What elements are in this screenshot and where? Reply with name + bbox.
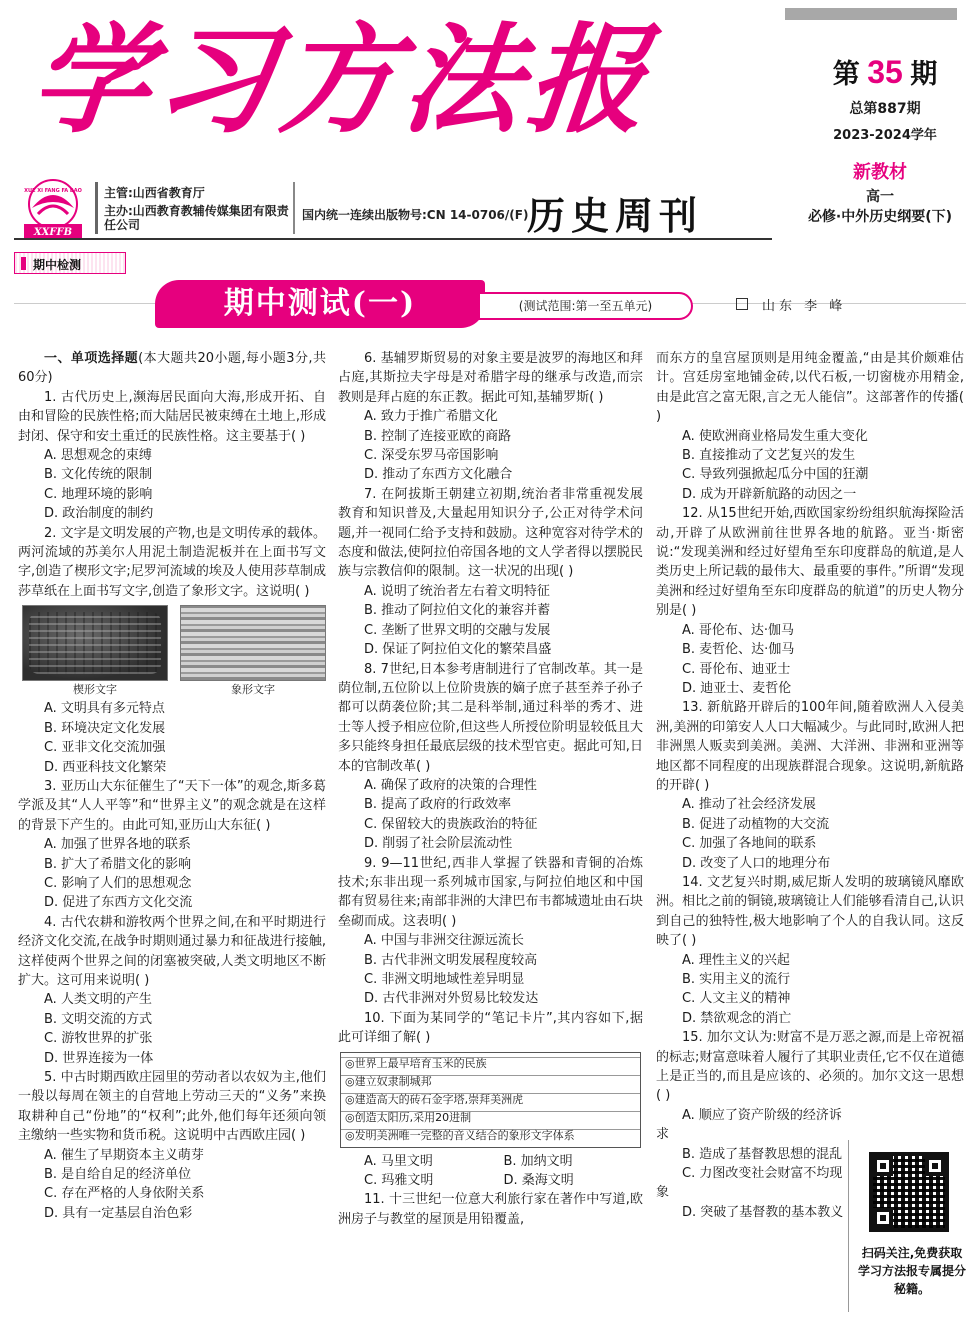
q13-option-d[interactable]: D. 改变了人口的地理分布 [682, 855, 831, 871]
total-issue: 总第887期 [849, 101, 921, 117]
qr-code-icon[interactable] [869, 1152, 949, 1232]
q12-option-b[interactable]: B. 麦哲伦、达·伽马 [682, 642, 795, 658]
q11-option-c[interactable]: C. 导致列强掀起瓜分中国的狂潮 [682, 467, 869, 483]
weekly-title: 历史周刊 [527, 193, 704, 238]
q2-option-d[interactable]: D. 西亚科技文化繁荣 [44, 759, 167, 775]
q8-option-c[interactable]: C. 保留较大的贵族政治的特征 [364, 816, 538, 832]
q1-option-b[interactable]: B. 文化传统的限制 [44, 467, 153, 483]
q5-option-a[interactable]: A. 催生了早期资本主义萌芽 [44, 1147, 204, 1163]
q4-option-a[interactable]: A. 人类文明的产生 [44, 992, 152, 1008]
note-card-item: ◎世界上最早培育玉米的民族 [345, 1056, 487, 1070]
question-3: 3. 亚历山大东征催生了“天下一体”的观念,斯多葛学派及其“人人平等”和“世界主义”的观念就是在这样的背景下产生的。由此可知,亚历山大东征( ) [18, 778, 326, 833]
column-1 [18, 349, 326, 1223]
hieroglyph-figure [180, 605, 326, 697]
logo-mark-text: XXFFB [33, 227, 73, 238]
q12-option-d[interactable]: D. 迪亚士、麦哲伦 [682, 680, 792, 696]
q3-option-b[interactable]: B. 扩大了希腊文化的影响 [44, 856, 192, 872]
cuneiform-tablet-image [22, 605, 168, 681]
q14-option-d[interactable]: D. 禁欲观念的消亡 [682, 1010, 792, 1026]
q2-option-b[interactable]: B. 环境决定文化发展 [44, 720, 166, 736]
test-title: 期中测试(一) [155, 280, 485, 328]
q1-option-c[interactable]: C. 地理环境的影响 [44, 486, 153, 502]
q9-option-c[interactable]: C. 非洲文明地域性差异明显 [364, 972, 525, 987]
q12-option-c[interactable]: C. 哥伦布、迪亚士 [682, 661, 791, 677]
q2-option-a[interactable]: A. 文明具有多元特点 [44, 701, 165, 717]
question-9: 9. 9—11世纪,西非人掌握了铁器和青铜的冶炼技术;东非出现一系列城市国家,与阿拉伯地区和中国都有贸易往来;南部非洲的大津巴布韦都城遗址由石块垒砌而成。这表明( ) [338, 855, 643, 929]
q8-option-b[interactable]: B. 提高了政府的行政效率 [364, 797, 512, 813]
question-4: 4. 古代农耕和游牧两个世界之间,在和平时期进行经济文化交流,在战争时期则通过暴力和征战进行接触,这样使两个世界之间的闭塞被突破,人类文明地区不断扩大。这可用来说明( ) [18, 914, 326, 988]
test-scope: (测试范围:第一至五单元) [478, 292, 693, 320]
question-13: 13. 新航路开辟后的100年间,随着欧洲人入侵美洲,美洲的印第安人人口大幅减少。与此同时,欧洲人把非洲黑人贩卖到美洲。美洲、大洋洲、非洲和亚洲等地区都不同程度的出现族群混合现象。这说明,新航路的开辟( ) [656, 700, 964, 793]
q15-option-b[interactable]: B. 造成了基督教思想的混乱 [682, 1146, 843, 1162]
q6-option-c[interactable]: C. 深受东罗马帝国影响 [364, 448, 499, 464]
grade-label: 高一 [866, 189, 894, 205]
author: 山东 李 峰 [762, 299, 847, 314]
question-7: 7. 在阿拔斯王朝建立初期,统治者非常重视发展教育和知识普及,大量起用知识分子,公正对待学术问题,并一视同仁给予支持和鼓励。这种宽容对待学术的态度和做法,使阿拉伯帝国各地的文人学者得以摆脱民族与宗教信仰的限制。这一状况的出现( ) [338, 486, 643, 580]
note-card-item: ◎创造太阳历,采用20进制 [345, 1110, 472, 1124]
question-1: 1. 古代历史上,濒海居民面向大海,形成开拓、自由和冒险的民族性格;而大陆居民被束缚在土地上,形成封闭、保守和安土重迁的民族性格。这主要基于( ) [18, 389, 326, 444]
top-gray-bar [785, 8, 957, 20]
qr-finder [873, 1156, 893, 1176]
q2-figures [22, 605, 326, 697]
q7-option-c[interactable]: C. 垄断了世界文明的交融与发展 [364, 622, 551, 638]
masthead-rule [14, 238, 772, 240]
qr-block [848, 1140, 966, 1312]
q8-option-a[interactable]: A. 确保了政府的决策的合理性 [364, 777, 537, 793]
q5-option-b[interactable]: B. 是自给自足的经济单位 [44, 1167, 192, 1183]
q11-option-d[interactable]: D. 成为开辟新航路的动因之一 [682, 486, 857, 502]
q9-option-d[interactable]: D. 古代非洲对外贸易比较发达 [364, 991, 539, 1007]
newspaper-title: 学习方法报 [24, 10, 660, 149]
column-2 [338, 349, 643, 1229]
section-tag-label: 期中检测 [33, 258, 82, 272]
qr-finder [873, 1208, 893, 1228]
school-year: 2023-2024学年 [833, 128, 937, 143]
q4-option-d[interactable]: D. 世界连接为一体 [44, 1050, 154, 1066]
q15-option-d[interactable]: D. 突破了基督教的基本教义 [682, 1204, 844, 1220]
note-card [340, 1052, 641, 1148]
q7-option-a[interactable]: A. 说明了统治者左右着文明特征 [364, 583, 550, 599]
qr-finder [925, 1156, 945, 1176]
note-card-item: ◎建造高大的砖石金字塔,崇拜美洲虎 [345, 1092, 524, 1106]
q13-option-b[interactable]: B. 促进了动植物的大交流 [682, 816, 830, 832]
q2-option-c[interactable]: C. 亚非文化交流加强 [44, 740, 166, 756]
q8-option-d[interactable]: D. 削弱了社会阶层流动性 [364, 836, 513, 852]
q7-option-b[interactable]: B. 推动了阿拉伯文化的兼容并蓄 [364, 603, 551, 619]
q9-option-a[interactable]: A. 中国与非洲交往源远流长 [364, 933, 524, 949]
q13-option-c[interactable]: C. 加强了各地间的联系 [682, 836, 817, 852]
question-11: 11. 十三世纪一位意大利旅行家在著作中写道,欧洲房子与教堂的屋顶是用铅覆盖, [338, 1192, 643, 1227]
q3-option-d[interactable]: D. 促进了东西方文化交流 [44, 895, 193, 911]
question-2: 2. 文字是文明发展的产物,也是文明传承的载体。两河流域的苏美尔人用泥土制造泥板并在上面书写文字,创造了楔形文字;尼罗河流域的埃及人使用莎草制成莎草纸在上面书写文字,创造了象形文字。这说明( ) [18, 525, 326, 599]
publisher-line: 主办:山西教育教辅传媒集团有限责任公司 [104, 204, 289, 232]
q10-option-c[interactable]: C. 玛雅文明 [364, 1173, 434, 1189]
q1-option-d[interactable]: D. 政治制度的制约 [44, 506, 154, 522]
q11-option-a[interactable]: A. 使欧洲商业格局发生重大变化 [682, 428, 868, 444]
question-6: 6. 基辅罗斯贸易的对象主要是波罗的海地区和拜占庭,其斯拉夫字母是对希腊字母的继承与改造,而宗教则是拜占庭的东正教。据此可知,基辅罗斯( ) [338, 351, 643, 405]
author-square-icon [736, 298, 748, 310]
column-3 [656, 349, 964, 1222]
q9-option-b[interactable]: B. 古代非洲文明发展程度较高 [364, 952, 538, 968]
logo-divider [95, 182, 98, 234]
hieroglyph-image [180, 605, 326, 681]
q10-option-b[interactable]: B. 加纳文明 [503, 1153, 573, 1169]
q14-option-c[interactable]: C. 人文主义的精神 [682, 991, 791, 1007]
section-heading: 一、单项选择题(本大题共20小题,每小题3分,共60分) [18, 351, 326, 386]
cn-divider [293, 182, 295, 234]
newspaper-logo [18, 178, 88, 240]
q12-option-a[interactable]: A. 哥伦布、达·伽马 [682, 622, 795, 638]
question-5: 5. 中古时期西欧庄园里的劳动者以农奴为主,他们一般以每周在领主的自营地上劳动三天的“义务”来换取耕种自己“份地”的“权利”;此外,他们每年还须向领主缴纳一些实物和货币税。这说明中古西欧庄园( ) [18, 1070, 326, 1144]
cn-serial-number: 国内统一连续出版物号:CN 14-0706/(F) [302, 208, 529, 222]
q14-option-b[interactable]: B. 实用主义的流行 [682, 972, 791, 987]
q10-option-a[interactable]: A. 马里文明 [364, 1153, 433, 1169]
q13-option-a[interactable]: A. 推动了社会经济发展 [682, 797, 816, 813]
q3-option-a[interactable]: A. 加强了世界各地的联系 [44, 837, 191, 853]
edition-label: 新教材 [853, 162, 907, 183]
course-label: 必修·中外历史纲要(下) [807, 209, 953, 225]
q15-option-a[interactable]: A. 顺应了资产阶级的经济诉求 [656, 1107, 842, 1143]
q4-option-b[interactable]: B. 文明交流的方式 [44, 1011, 153, 1027]
hieroglyph-caption: 象形文字 [231, 683, 275, 697]
logo-ring-text: XUE XI FANG FA BAO [24, 188, 82, 194]
section-tag [14, 252, 126, 274]
q15-option-c[interactable]: C. 力图改变社会财富不均现象 [656, 1166, 843, 1201]
supervisor-line: 主管:山西省教育厅 [104, 186, 205, 200]
cuneiform-caption: 楔形文字 [73, 683, 117, 697]
logo-emblem-icon [18, 178, 88, 240]
q4-option-c[interactable]: C. 游牧世界的扩张 [44, 1031, 153, 1047]
note-card-item: ◎发明美洲唯一完整的音义结合的象形文字体系 [345, 1128, 575, 1142]
q1-option-a[interactable]: A. 思想观念的束缚 [44, 448, 152, 464]
q11-option-b[interactable]: B. 直接推动了文艺复兴的发生 [682, 448, 856, 464]
q6-option-b[interactable]: B. 控制了连接亚欧的商路 [364, 428, 512, 444]
masthead [0, 0, 980, 250]
question-10: 10. 下面为某同学的“笔记卡片”,其内容如下,据此可详细了解( ) [338, 1010, 643, 1046]
q5-option-c[interactable]: C. 存在严格的人身依附关系 [44, 1186, 205, 1202]
question-15: 15. 加尔文认为:财富不是万恶之源,而是上帝祝福的标志;财富意味着人履行了其职业责任,它不仅在道德上是正当的,而且是应该的、必须的。加尔文这一思想( ) [656, 1030, 964, 1104]
q6-option-d[interactable]: D. 推动了东西方文化融合 [364, 467, 513, 483]
question-14: 14. 文艺复兴时期,威尼斯人发明的玻璃镜风靡欧洲。相比之前的铜镜,玻璃镜让人们能够看清自己,认识到自己的独特性,极大地影响了个人的自我认同。这反映了( ) [656, 874, 964, 949]
q10-option-d[interactable]: D. 桑海文明 [503, 1173, 574, 1189]
note-card-item: ◎建立奴隶制城邦 [345, 1074, 432, 1088]
issue-number: 第 35 期 [832, 54, 938, 90]
question-11-continued: 而东方的皇宫屋顶则是用纯金覆盖,“由是其价颇难估计。宫廷房室地铺金砖,以代石板,一切窗栊亦用精金,由是此宫之富无限,言之无人能信”。这部著作的传播( ) [656, 351, 964, 425]
qr-caption: 扫码关注,免费获取学习方法报专属提分秘籍。 [857, 1246, 966, 1296]
cuneiform-figure [22, 605, 168, 697]
q5-option-d[interactable]: D. 具有一定基层自治色彩 [44, 1205, 193, 1221]
q3-option-c[interactable]: C. 影响了人们的思想观念 [44, 875, 192, 891]
q14-option-a[interactable]: A. 理性主义的兴起 [682, 952, 790, 968]
question-8: 8. 7世纪,日本参考唐制进行了官制改革。其一是荫位制,五位阶以上位阶贵族的嫡子庶子甚至养子孙子都可以荫袭位阶;其二是科举制,通过科举的秀才、进士等人授予相应位阶,但这些人所授位阶明显较低且大多只能终身担任最底层级的技术型官吏。据此可知,日本的官制改革( ) [338, 661, 643, 774]
question-12: 12. 从15世纪开始,西欧国家纷纷组织航海探险活动,开辟了从欧洲前往世界各地的航路。亚当·斯密说:“发现美洲和经过好望角至东印度群岛的航道,是人类历史上所记载的最伟大、最重要的事件。”所谓“发现美洲和经过好望角至东印度群岛的航道”的历史人物分别是( ) [656, 506, 964, 619]
q6-option-a[interactable]: A. 致力于推广希腊文化 [364, 409, 498, 425]
q10-options [338, 1152, 643, 1191]
q7-option-d[interactable]: D. 保证了阿拉伯文化的繁荣昌盛 [364, 642, 552, 658]
